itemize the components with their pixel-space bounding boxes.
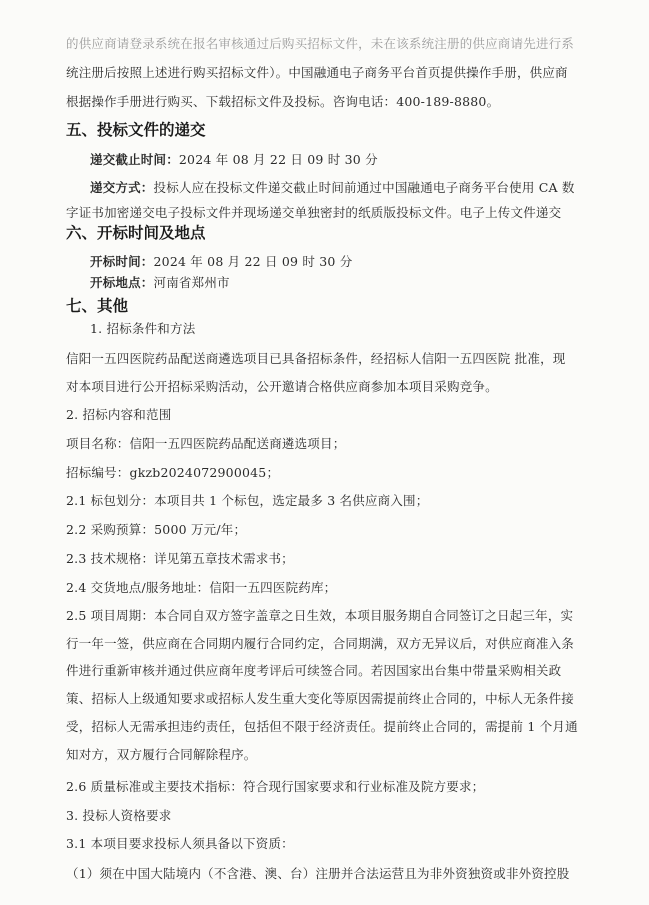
submit-method-label: 递交方式：: [90, 180, 154, 195]
item-2-1: 2.1 标包划分：本项目共 1 个标包，选定最多 3 名供应商入围；: [66, 493, 429, 508]
subsection-1-title: 1. 招标条件和方法: [90, 321, 196, 336]
item-2-5-line-2: 行一年一签，供应商在合同期内履行合同约定，合同期满，双方无异议后，对供应商准入条: [66, 636, 575, 651]
submit-method-text-1: 投标人应在投标文件递交截止时间前通过中国融通电子商务平台使用 CA 数: [153, 180, 575, 195]
section-5-heading: 五、投标文件的递交: [66, 121, 206, 139]
item-2-2: 2.2 采购预算：5000 万元/年；: [66, 522, 247, 537]
opening-place: [90, 275, 593, 291]
subsection-3-title: 3. 投标人资格要求: [66, 808, 172, 823]
subsection-2-title: 2. 招标内容和范围: [66, 407, 172, 422]
item-3-1: 3.1 本项目要求投标人须具备以下资质：: [66, 836, 294, 851]
item-2-5-line-3: 件进行重新审核并通过供应商年度考评后可续签合同。若因国家出台集中带量采购相关政: [66, 663, 562, 678]
opening-place-label: 开标地点：: [90, 275, 154, 290]
opening-place-value: 河南省郑州市: [153, 275, 230, 290]
submit-method-line-2: 字证书加密递交电子投标文件并现场递交单独密封的纸质版投标文件。电子上传文件递交: [66, 205, 562, 220]
submit-deadline-value: 2024 年 08 月 22 日 09 时 30 分: [178, 152, 378, 167]
item-3-1-1: （1）须在中国大陆境内（不含港、澳、台）注册并合法运营且为非外资独资或非外资控股: [66, 866, 570, 881]
subsection-1-text-2: 对本项目进行公开招标采购活动，公开邀请合格供应商参加本项目采购竞争。: [66, 379, 498, 394]
submit-method-line-1: [90, 180, 593, 196]
item-2-5-line-5: 受，招标人无需承担违约责任，包括但不限于经济责任。提前终止合同的，需提前 1 个月通: [66, 719, 578, 734]
opening-time-value: 2024 年 08 月 22 日 09 时 30 分: [153, 254, 353, 269]
opening-time: [90, 254, 593, 270]
item-2-3: 2.3 技术规格：详见第五章技术需求书；: [66, 551, 294, 566]
item-2-5-line-6: 知对方，双方履行合同解除程序。: [66, 747, 257, 762]
item-2-6: 2.6 质量标准或主要技术指标：符合现行国家要求和行业标准及院方要求；: [66, 779, 485, 794]
submit-deadline: [90, 152, 593, 168]
intro-line-2: 统注册后按照上述进行购买招标文件）。中国融通电子商务平台首页提供操作手册，供应商: [66, 65, 568, 80]
section-7-heading: 七、其他: [66, 297, 129, 315]
submit-deadline-label: 递交截止时间：: [90, 152, 179, 167]
intro-line-3: 根据操作手册进行购买、下载招标文件及投标。咨询电话：400-189-8880。: [66, 94, 500, 109]
item-2-4: 2.4 交货地点/服务地址：信阳一五四医院药库；: [66, 580, 337, 595]
subsection-1-text-1: 信阳一五四医院药品配送商遴选项目已具备招标条件，经招标人信阳一五四医院 批准，现: [66, 351, 566, 366]
intro-line-1: 的供应商请登录系统在报名审核通过后购买招标文件，未在该系统注册的供应商请先进行系: [66, 36, 575, 51]
project-number: 招标编号：gkzb2024072900045；: [66, 465, 280, 480]
item-2-5-line-1: 2.5 项目周期：本合同自双方签字盖章之日生效，本项目服务期自合同签订之日起三年，实: [66, 608, 574, 623]
item-2-5-line-4: 策、招标人上级通知要求或招标人发生重大变化等原因需提前终止合同的，中标人无条件接: [66, 691, 575, 706]
project-name: 项目名称：信阳一五四医院药品配送商遴选项目；: [66, 436, 346, 451]
section-6-heading: 六、开标时间及地点: [66, 224, 206, 242]
opening-time-label: 开标时间：: [90, 254, 154, 269]
